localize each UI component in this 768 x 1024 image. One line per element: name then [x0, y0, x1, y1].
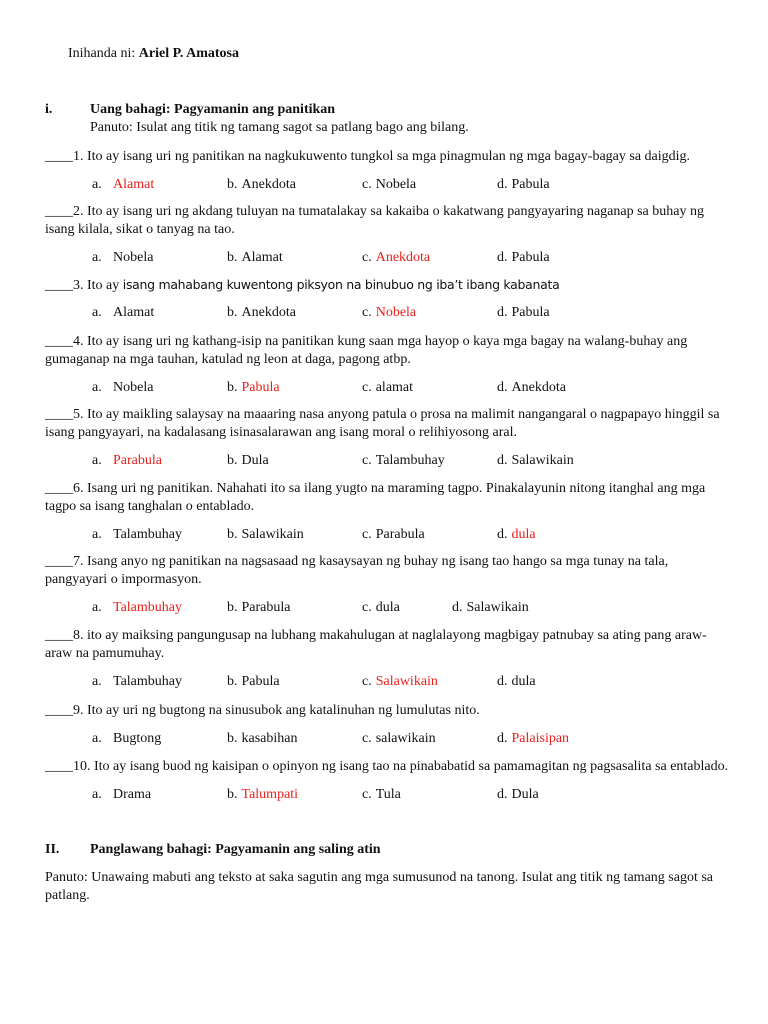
- choice-text: Talambuhay: [113, 527, 182, 542]
- choice-letter: a.: [92, 731, 102, 746]
- choice-letter: b.: [227, 305, 238, 320]
- choice-letter: b.: [227, 380, 238, 395]
- choice-letter: a.: [92, 177, 102, 192]
- choice-letter: c.: [362, 731, 372, 746]
- choice-letter: d.: [497, 527, 508, 542]
- choice-text: Salawikain: [466, 600, 529, 615]
- choice-letter: b.: [227, 731, 238, 746]
- question-6-choice-a: [92, 526, 182, 544]
- question-6-line: tagpo sa isang tanghalan o entablado.: [45, 499, 255, 514]
- choice-letter: a.: [92, 453, 102, 468]
- choice-text-answer: Parabula: [113, 453, 162, 468]
- question-4-choice-b: [227, 379, 280, 397]
- choice-text: alamat: [375, 380, 414, 395]
- question-7-choice-d: [452, 599, 529, 617]
- prepared-by-label: Inihanda ni:: [68, 46, 136, 61]
- choice-text: Talambuhay: [113, 674, 182, 689]
- question-4-choice-a: [92, 379, 154, 397]
- question-4-line: gumaganap na mga tauhan, katulad ng leon at daga, pagong atbp.: [45, 352, 411, 367]
- question-2-choice-b: [227, 249, 283, 267]
- question-10-choice-a: [92, 786, 152, 804]
- choice-letter: a.: [92, 600, 102, 615]
- question-7-choice-a: [92, 599, 182, 617]
- question-7-line: ____7. Isang anyo ng panitikan na nagsasaad ng kasaysayan ng buhay ng isang tao hango sa mga tunay na tala,: [45, 554, 669, 569]
- choice-text-answer: Pabula: [241, 380, 280, 395]
- choice-letter: a.: [92, 380, 102, 395]
- choice-text-answer: Anekdota: [375, 250, 431, 265]
- question-3-choice-b: [227, 304, 296, 322]
- choice-text: Pabula: [511, 177, 550, 192]
- question-6-choice-b: [227, 526, 304, 544]
- choice-text: Bugtong: [113, 731, 162, 746]
- question-3-prefix: ____3. Ito ay: [45, 278, 123, 293]
- section-1-number: i.: [45, 102, 53, 117]
- question-9-choice-c: [362, 730, 436, 748]
- choice-text: Nobela: [375, 177, 417, 192]
- choice-letter: a.: [92, 250, 102, 265]
- section-2-title: Panglawang bahagi: Pagyamanin ang saling atin: [90, 842, 381, 857]
- choice-letter: c.: [362, 787, 372, 802]
- choice-letter: c.: [362, 600, 372, 615]
- question-5-choice-b: [227, 452, 269, 470]
- choice-text: Dula: [241, 453, 269, 468]
- choice-letter: d.: [497, 177, 508, 192]
- choice-text-answer: Alamat: [113, 177, 155, 192]
- choice-letter: a.: [92, 305, 102, 320]
- question-2-choice-a: [92, 249, 154, 267]
- question-10-choice-d: [497, 786, 539, 804]
- question-1-choice-a: [92, 176, 155, 194]
- choice-letter: c.: [362, 305, 372, 320]
- question-3-choice-c: [362, 304, 416, 322]
- choice-letter: b.: [227, 453, 238, 468]
- question-9-choice-b: [227, 730, 297, 748]
- choice-letter: c.: [362, 177, 372, 192]
- choice-letter: b.: [227, 600, 238, 615]
- question-2-line: ____2. Ito ay isang uri ng akdang tuluyan na tumatalakay sa kakaiba o kakatwang pangyayaring naganap sa buhay ng: [45, 204, 704, 219]
- choice-letter: a.: [92, 787, 102, 802]
- question-10-line: ____10. Ito ay isang buod ng kaisipan o opinyon ng isang tao na pinababatid sa pamamagitan ng pagsasalita sa entablado.: [45, 759, 729, 774]
- choice-text: Pabula: [241, 674, 280, 689]
- choice-text: Dula: [511, 787, 539, 802]
- section-1-title: Uang bahagi: Pagyamanin ang panitikan: [90, 102, 336, 117]
- question-6-choice-c: [362, 526, 425, 544]
- choice-letter: d.: [497, 674, 508, 689]
- choice-letter: c.: [362, 453, 372, 468]
- choice-text-answer: dula: [511, 527, 536, 542]
- choice-text: kasabihan: [241, 731, 298, 746]
- choice-letter: d.: [497, 305, 508, 320]
- question-1-choice-d: [497, 176, 550, 194]
- question-8-choice-d: [497, 673, 536, 691]
- section-2-number: II.: [45, 842, 60, 857]
- choice-letter: c.: [362, 674, 372, 689]
- choice-text: dula: [511, 674, 536, 689]
- choice-text-answer: Talambuhay: [113, 600, 182, 615]
- question-5-choice-a: [92, 452, 162, 470]
- question-2-choice-d: [497, 249, 550, 267]
- question-7-choice-c: [362, 599, 400, 617]
- choice-text: Nobela: [113, 380, 154, 395]
- question-8-line: ____8. ito ay maiksing pangungusap na lubhang makahulugan at naglalayong magbigay patnubay sa ating pang araw-: [45, 628, 707, 643]
- choice-letter: d.: [497, 453, 508, 468]
- question-4-choice-c: [362, 379, 413, 397]
- question-2-line: isang kilala, sikat o tanyag na tao.: [45, 222, 235, 237]
- section-2-instruction-line-1: Panuto: Unawaing mabuti ang teksto at saka sagutin ang mga sumusunod na tanong. Isulat ang titik ng tamang sagot sa: [45, 870, 713, 885]
- section-2-instruction-line-2: patlang.: [45, 888, 90, 903]
- choice-letter: d.: [497, 380, 508, 395]
- author-name: Ariel P. Amatosa: [138, 46, 239, 61]
- question-9-line: ____9. Ito ay uri ng bugtong na sinusubok ang katalinuhan ng lumulutas nito.: [45, 703, 480, 718]
- question-8-choice-b: [227, 673, 280, 691]
- choice-letter: a.: [92, 527, 102, 542]
- choice-text: Tula: [375, 787, 401, 802]
- question-8-choice-a: [92, 673, 182, 691]
- question-5-line: isang pangyayari, na kadalasang isinasalarawan ang isang moral o relihiyosong aral.: [45, 425, 517, 440]
- question-10-choice-c: [362, 786, 401, 804]
- choice-text-answer: Palaisipan: [511, 731, 570, 746]
- question-4-choice-d: [497, 379, 566, 397]
- question-3-choice-a: [92, 304, 155, 322]
- question-9-choice-a: [92, 730, 162, 748]
- choice-text: dula: [375, 600, 400, 615]
- choice-letter: b.: [227, 250, 238, 265]
- choice-letter: b.: [227, 527, 238, 542]
- choice-text: Salawikain: [241, 527, 304, 542]
- choice-letter: c.: [362, 380, 372, 395]
- question-7-line: pangyayari o impormasyon.: [45, 572, 202, 587]
- choice-letter: b.: [227, 177, 238, 192]
- choice-text-answer: Salawikain: [375, 674, 438, 689]
- prepared-by: [68, 45, 239, 63]
- choice-text-answer: Talumpati: [241, 787, 299, 802]
- choice-text: Nobela: [113, 250, 154, 265]
- question-8-line: araw na pamumuhay.: [45, 646, 165, 661]
- question-5-line: ____5. Ito ay maikling salaysay na maaaring nasa anyong patula o prosa na malimit nangangaral o nagpapayo hinggil sa: [45, 407, 720, 422]
- choice-text: Anekdota: [241, 177, 296, 192]
- choice-text: Pabula: [511, 305, 550, 320]
- question-3-line: [45, 276, 559, 295]
- question-10-choice-b: [227, 786, 298, 804]
- question-1-choice-b: [227, 176, 296, 194]
- question-6-line: ____6. Isang uri ng panitikan. Nahahati ito sa ilang yugto na maraming tagpo. Pinakalayunin nitong itanghal ang mga: [45, 481, 706, 496]
- question-9-choice-d: [497, 730, 569, 748]
- question-4-line: ____4. Ito ay isang uri ng kathang-isip na panitikan kung saan mga hayop o kaya mga bagay na walang-buhay ang: [45, 334, 688, 349]
- choice-text: Drama: [113, 787, 152, 802]
- choice-letter: b.: [227, 674, 238, 689]
- choice-text: Alamat: [241, 250, 283, 265]
- choice-letter: c.: [362, 250, 372, 265]
- question-5-choice-d: [497, 452, 574, 470]
- question-3-sans-text: isang mahabang kuwentong piksyon na binubuo ng iba’t ibang kabanata: [122, 277, 560, 292]
- choice-text-answer: Nobela: [375, 305, 417, 320]
- question-6-choice-d: [497, 526, 536, 544]
- section-1-instruction: Panuto: Isulat ang titik ng tamang sagot sa patlang bago ang bilang.: [90, 120, 469, 135]
- choice-letter: b.: [227, 787, 238, 802]
- choice-letter: a.: [92, 674, 102, 689]
- question-2-choice-c: [362, 249, 430, 267]
- choice-letter: c.: [362, 527, 372, 542]
- question-3-choice-d: [497, 304, 550, 322]
- choice-letter: d.: [497, 250, 508, 265]
- choice-letter: d.: [497, 787, 508, 802]
- question-1-line: ____1. Ito ay isang uri ng panitikan na nagkukuwento tungkol sa mga pinagmulan ng mga bagay-bagay sa daigdig.: [45, 149, 691, 164]
- choice-text: Talambuhay: [375, 453, 445, 468]
- choice-letter: d.: [497, 731, 508, 746]
- question-5-choice-c: [362, 452, 445, 470]
- choice-text: salawikain: [375, 731, 436, 746]
- question-1-choice-c: [362, 176, 416, 194]
- choice-text: Anekdota: [241, 305, 296, 320]
- choice-text: Salawikain: [511, 453, 574, 468]
- choice-text: Parabula: [241, 600, 291, 615]
- choice-text: Parabula: [375, 527, 425, 542]
- question-7-choice-b: [227, 599, 290, 617]
- choice-letter: d.: [452, 600, 463, 615]
- choice-text: Alamat: [113, 305, 155, 320]
- choice-text: Anekdota: [511, 380, 566, 395]
- choice-text: Pabula: [511, 250, 550, 265]
- question-8-choice-c: [362, 673, 438, 691]
